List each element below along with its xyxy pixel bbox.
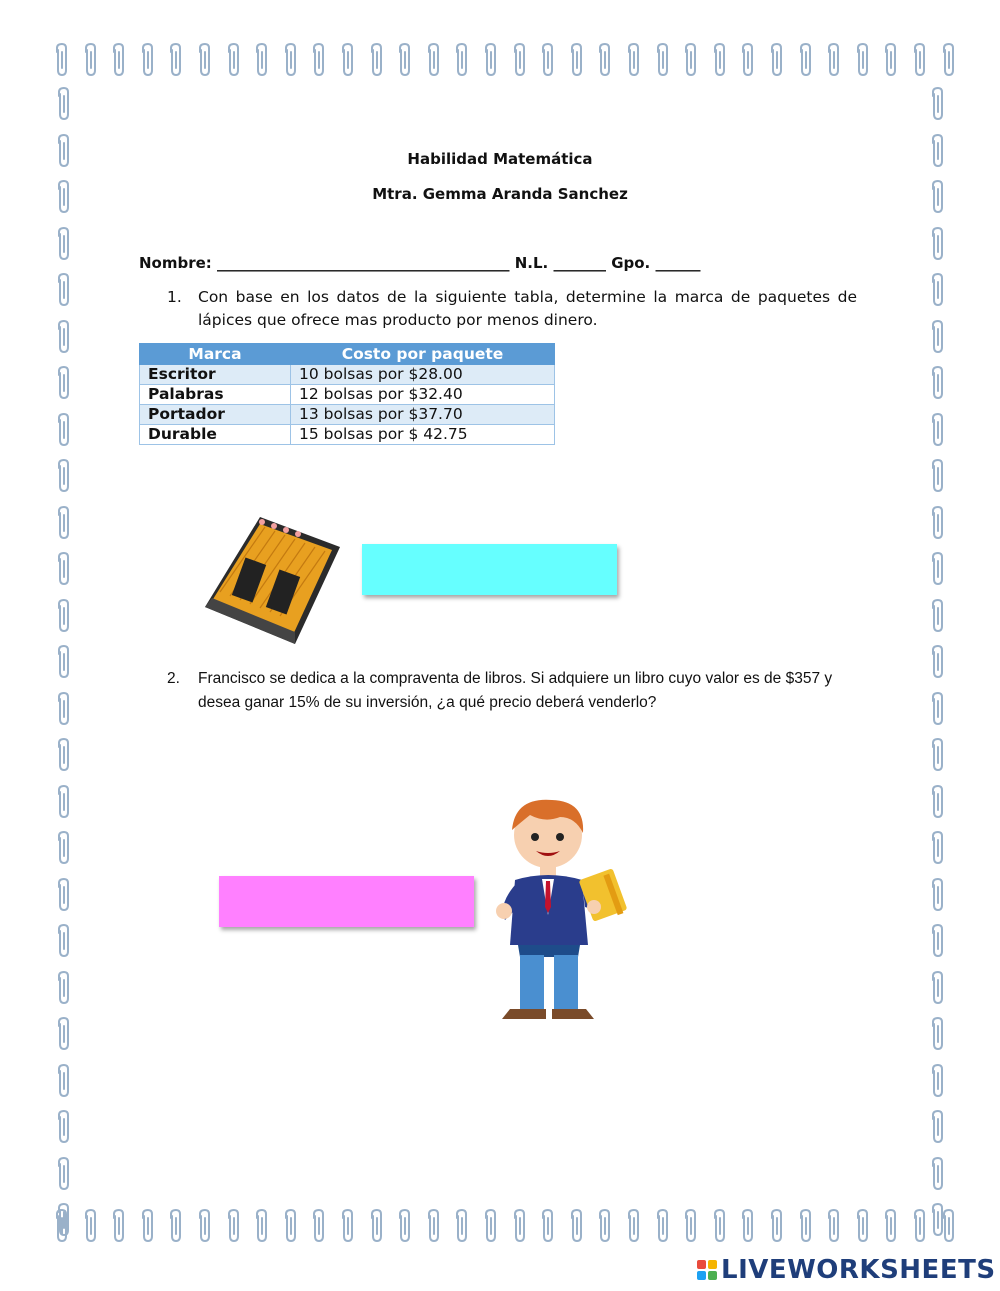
answer-1-input[interactable] — [362, 544, 617, 595]
column-header-brand: Marca — [140, 344, 291, 365]
paperclip-icon — [855, 42, 869, 78]
answer-2-input[interactable] — [219, 876, 474, 927]
paperclip-icon — [56, 319, 70, 355]
paperclip-icon — [311, 1208, 325, 1244]
boy-with-book-image — [490, 795, 640, 1025]
paperclip-icon — [930, 412, 944, 448]
paperclip-icon — [454, 42, 468, 78]
paperclip-icon — [826, 42, 840, 78]
paperclip-icon — [798, 42, 812, 78]
paperclip-icon — [855, 1208, 869, 1244]
paperclip-icon — [56, 551, 70, 587]
paperclip-icon — [197, 42, 211, 78]
paperclip-icon — [883, 1208, 897, 1244]
paperclip-icon — [930, 458, 944, 494]
paperclip-icon — [798, 1208, 812, 1244]
pencil-box-image — [200, 512, 345, 647]
paperclip-icon — [56, 691, 70, 727]
paperclip-icon — [597, 1208, 611, 1244]
paperclip-icon — [740, 1208, 754, 1244]
paperclip-icon — [626, 42, 640, 78]
cost-cell: 13 bolsas por $37.70 — [291, 405, 555, 425]
paperclip-icon — [140, 1208, 154, 1244]
paperclip-border-bottom — [50, 1208, 950, 1248]
paperclip-icon — [56, 784, 70, 820]
student-name-line: Nombre: _______________________________________ N.L. _______ Gpo. ______ — [139, 254, 701, 272]
paperclip-icon — [397, 1208, 411, 1244]
question-2 — [167, 667, 857, 715]
paperclip-icon — [712, 42, 726, 78]
paperclip-icon — [912, 1208, 926, 1244]
table-header-row — [140, 344, 555, 365]
paperclip-icon — [655, 1208, 669, 1244]
paperclip-icon — [712, 1208, 726, 1244]
column-header-cost: Costo por paquete — [291, 344, 555, 365]
paperclip-icon — [569, 1208, 583, 1244]
worksheet-title: Habilidad Matemática — [407, 150, 593, 168]
paperclip-icon — [930, 923, 944, 959]
paperclip-icon — [569, 42, 583, 78]
paperclip-icon — [56, 644, 70, 680]
paperclip-icon — [56, 272, 70, 308]
paperclip-icon — [56, 830, 70, 866]
cost-cell: 15 bolsas por $ 42.75 — [291, 425, 555, 445]
paperclip-icon — [168, 42, 182, 78]
paperclip-icon — [930, 1156, 944, 1192]
brand-cell: Palabras — [140, 385, 291, 405]
paperclip-icon — [340, 1208, 354, 1244]
paperclip-border-right — [926, 42, 948, 1248]
pencil-price-table — [139, 343, 555, 445]
question-1-number: 1. — [167, 288, 182, 306]
paperclip-icon — [56, 86, 70, 122]
paperclip-icon — [930, 319, 944, 355]
paperclip-icon — [930, 877, 944, 913]
paperclip-icon — [56, 365, 70, 401]
brand-cell: Durable — [140, 425, 291, 445]
paperclip-icon — [930, 830, 944, 866]
paperclip-icon — [226, 42, 240, 78]
paperclip-icon — [930, 784, 944, 820]
paperclip-icon — [930, 551, 944, 587]
brand-cell: Portador — [140, 405, 291, 425]
question-1-text: Con base en los datos de la siguiente tabla, determine la marca de paquetes de lápices que ofrece mas producto por menos dinero. — [198, 288, 857, 329]
paperclip-icon — [56, 877, 70, 913]
paperclip-icon — [56, 1109, 70, 1145]
paperclip-icon — [56, 458, 70, 494]
paperclip-icon — [56, 737, 70, 773]
cost-cell: 12 bolsas por $32.40 — [291, 385, 555, 405]
paperclip-icon — [930, 505, 944, 541]
paperclip-icon — [683, 1208, 697, 1244]
paperclip-border-left — [52, 42, 74, 1248]
paperclip-icon — [930, 226, 944, 262]
paperclip-icon — [540, 1208, 554, 1244]
paperclip-icon — [930, 1063, 944, 1099]
paperclip-icon — [56, 923, 70, 959]
paperclip-icon — [426, 42, 440, 78]
cost-cell: 10 bolsas por $28.00 — [291, 365, 555, 385]
paperclip-icon — [254, 42, 268, 78]
question-2-text: Francisco se dedica a la compraventa de libros. Si adquiere un libro cuyo valor es de $357 y desea ganar 15% de su inversión, ¿a qué precio deberá venderlo? — [198, 670, 833, 711]
paperclip-icon — [930, 598, 944, 634]
paperclip-icon — [740, 42, 754, 78]
paperclip-icon — [283, 42, 297, 78]
paperclip-icon — [826, 1208, 840, 1244]
paperclip-icon — [56, 412, 70, 448]
paperclip-icon — [930, 86, 944, 122]
paperclip-icon — [930, 272, 944, 308]
paperclip-icon — [512, 42, 526, 78]
paperclip-icon — [512, 1208, 526, 1244]
paperclip-icon — [930, 1109, 944, 1145]
paperclip-icon — [56, 598, 70, 634]
paperclip-icon — [283, 1208, 297, 1244]
paperclip-icon — [56, 1016, 70, 1052]
paperclip-icon — [454, 1208, 468, 1244]
question-2-number: 2. — [167, 670, 180, 687]
paperclip-icon — [930, 970, 944, 1006]
paperclip-icon — [597, 42, 611, 78]
paperclip-icon — [111, 42, 125, 78]
paperclip-icon — [83, 42, 97, 78]
paperclip-icon — [769, 42, 783, 78]
paperclip-icon — [56, 226, 70, 262]
paperclip-icon — [655, 42, 669, 78]
paperclip-icon — [930, 365, 944, 401]
paperclip-icon — [883, 42, 897, 78]
paperclip-icon — [56, 1156, 70, 1192]
paperclip-icon — [140, 42, 154, 78]
paperclip-icon — [168, 1208, 182, 1244]
table-row — [140, 365, 555, 385]
paperclip-icon — [930, 1016, 944, 1052]
paperclip-icon — [226, 1208, 240, 1244]
paperclip-border-top — [50, 42, 950, 82]
paperclip-icon — [426, 1208, 440, 1244]
paperclip-icon — [930, 644, 944, 680]
brand-cell: Escritor — [140, 365, 291, 385]
paperclip-icon — [56, 1063, 70, 1099]
table-row — [140, 405, 555, 425]
paperclip-icon — [930, 737, 944, 773]
paperclip-icon — [930, 1202, 944, 1238]
paperclip-icon — [483, 42, 497, 78]
paperclip-icon — [111, 1208, 125, 1244]
liveworksheets-logo — [697, 1256, 996, 1284]
paperclip-icon — [197, 1208, 211, 1244]
paperclip-icon — [56, 970, 70, 1006]
paperclip-icon — [83, 1208, 97, 1244]
paperclip-icon — [56, 505, 70, 541]
paperclip-icon — [930, 691, 944, 727]
table-row — [140, 425, 555, 445]
teacher-name: Mtra. Gemma Aranda Sanchez — [372, 185, 628, 203]
logo-text: LIVEWORKSHEETS — [721, 1255, 996, 1285]
paperclip-icon — [683, 42, 697, 78]
paperclip-icon — [912, 42, 926, 78]
paperclip-icon — [254, 1208, 268, 1244]
logo-mark-icon — [697, 1260, 717, 1280]
paperclip-icon — [311, 42, 325, 78]
paperclip-icon — [56, 1202, 70, 1238]
paperclip-icon — [369, 42, 383, 78]
paperclip-icon — [369, 1208, 383, 1244]
paperclip-icon — [626, 1208, 640, 1244]
paperclip-icon — [769, 1208, 783, 1244]
table-row — [140, 385, 555, 405]
paperclip-icon — [340, 42, 354, 78]
paperclip-icon — [397, 42, 411, 78]
paperclip-icon — [540, 42, 554, 78]
question-1 — [167, 286, 857, 332]
paperclip-icon — [483, 1208, 497, 1244]
